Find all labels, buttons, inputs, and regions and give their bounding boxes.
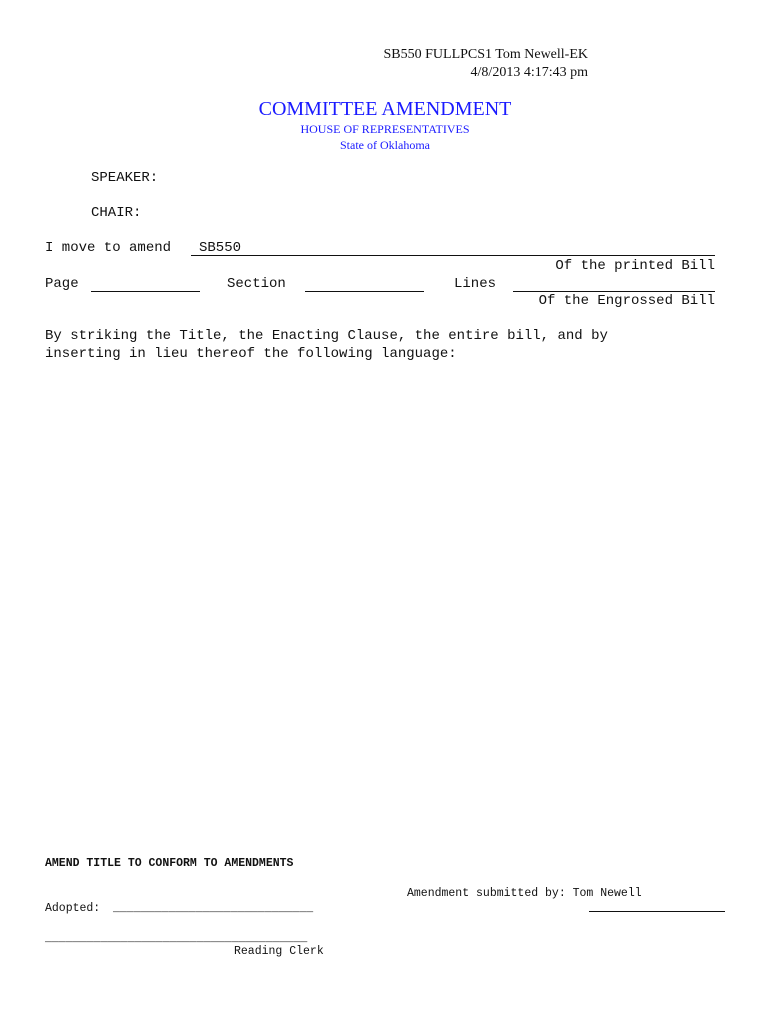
bill-id-header: SB550 FULLPCS1 Tom Newell-EK xyxy=(383,47,588,62)
move-to-amend-value: SB550 xyxy=(199,240,242,256)
timestamp-header: 4/8/2013 4:17:43 pm xyxy=(470,65,588,80)
move-to-amend-label: I move to amend xyxy=(45,240,172,256)
section-field-line[interactable] xyxy=(305,291,424,292)
section-label: Section xyxy=(227,276,286,292)
clerk-signature-line: ______________________________________ xyxy=(45,932,308,945)
adopted-signature-line: _____________________________ xyxy=(113,902,314,915)
house-subtitle: HOUSE OF REPRESENTATIVES xyxy=(300,122,470,136)
move-to-amend-underline xyxy=(191,255,715,256)
document-title: COMMITTEE AMENDMENT xyxy=(258,98,512,120)
adopted-label: Adopted: xyxy=(45,902,101,915)
lines-field-line[interactable] xyxy=(513,291,715,292)
body-line-2: inserting in lieu thereof the following language: xyxy=(45,346,457,362)
body-line-1: By striking the Title, the Enacting Clause, the entire bill, and by xyxy=(45,328,608,344)
page-field-line[interactable] xyxy=(91,291,200,292)
chair-label: CHAIR: xyxy=(91,205,142,221)
speaker-label: SPEAKER: xyxy=(91,170,159,186)
page-label: Page xyxy=(45,276,79,292)
submitter-signature-line xyxy=(589,911,725,912)
state-subtitle: State of Oklahoma xyxy=(340,138,430,152)
lines-label: Lines xyxy=(454,276,497,292)
reading-clerk-label: Reading Clerk xyxy=(234,945,324,958)
amend-title-heading: AMEND TITLE TO CONFORM TO AMENDMENTS xyxy=(45,857,294,870)
submitted-by-text: Amendment submitted by: Tom Newell xyxy=(407,887,642,900)
engrossed-bill-label: Of the Engrossed Bill xyxy=(538,293,715,309)
printed-bill-label: Of the printed Bill xyxy=(555,258,715,274)
